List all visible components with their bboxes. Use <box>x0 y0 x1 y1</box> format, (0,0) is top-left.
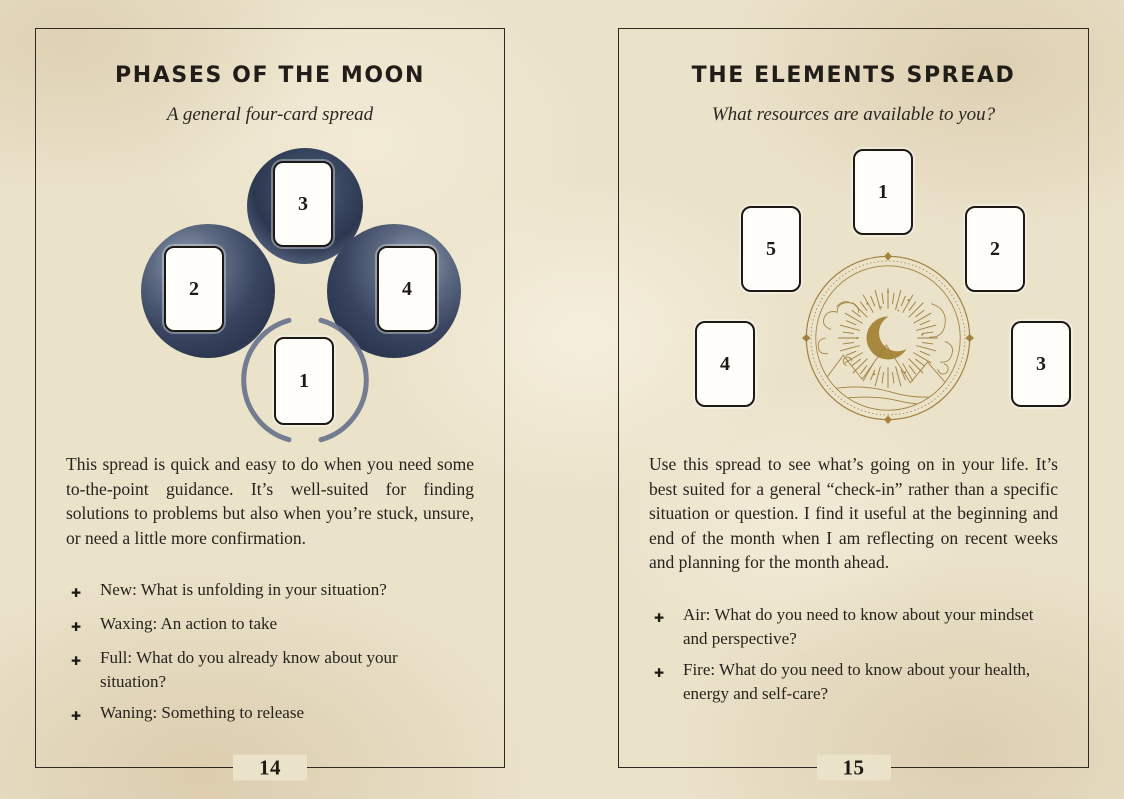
bullet-text: Fire: What do you need to know about your health, energy and self-care? <box>683 659 1031 703</box>
bullet-text: Air: What do you need to know about your mindset and perspective? <box>683 604 1034 648</box>
page-number: 15 <box>817 755 891 781</box>
right-page <box>618 28 1089 780</box>
card-position-1: 1 <box>853 149 913 235</box>
bullet-item <box>649 658 1058 706</box>
bullet-text: Full: What do you already know about your situation? <box>100 648 398 691</box>
card-position-4: 4 <box>377 246 437 332</box>
plus-bullet-icon: ✚ <box>71 620 82 634</box>
right-page-subtitle: What resources are available to you? <box>711 104 996 125</box>
left-page-subtitle: A general four-card spread <box>166 104 374 125</box>
right-bullet-list <box>649 603 1058 706</box>
bullet-item <box>66 701 474 728</box>
right-page-body: Use this spread to see what’s going on in your life. It’s best suited for a general “check-in” rather than a specific situation or question. I find it useful at the beginning and end of the month when I am reflecting on recent weeks and planning for the month ahead. <box>649 454 1058 572</box>
bullet-text: New: What is unfolding in your situation? <box>100 580 387 599</box>
card-position-5: 5 <box>741 206 801 292</box>
card-position-2: 2 <box>164 246 224 332</box>
plus-bullet-icon: ✚ <box>71 586 82 600</box>
wind-swirl-icon <box>929 304 952 374</box>
plus-bullet-icon: ✚ <box>71 709 82 723</box>
plus-bullet-icon: ✚ <box>654 665 665 680</box>
elements-emblem-icon <box>802 252 974 424</box>
plus-bullet-icon: ✚ <box>71 654 82 668</box>
left-page-body: This spread is quick and easy to do when you need some to-the-point guidance. It’s well-suited for finding solutions to problems but also when you’re stuck, unsure, or need a little more confirmation. <box>66 454 474 548</box>
elements-diagram <box>649 138 1058 444</box>
bullet-item <box>66 646 474 694</box>
card-position-3: 3 <box>1011 321 1071 407</box>
left-page-title: PHASES OF THE MOON <box>115 63 425 88</box>
right-page-title: THE ELEMENTS SPREAD <box>691 63 1016 88</box>
plus-bullet-icon: ✚ <box>654 610 665 625</box>
bullet-item <box>649 603 1058 651</box>
page-number: 14 <box>233 755 307 781</box>
bullet-item <box>66 578 474 605</box>
bullet-text: Waning: Something to release <box>100 703 304 722</box>
moon-phases-diagram <box>66 138 474 444</box>
bullet-item <box>66 612 474 639</box>
card-position-4: 4 <box>695 321 755 407</box>
card-position-1: 1 <box>274 337 334 425</box>
card-position-3: 3 <box>273 161 333 247</box>
bullet-text: Waxing: An action to take <box>100 614 278 633</box>
left-bullet-list <box>66 578 474 728</box>
card-position-2: 2 <box>965 206 1025 292</box>
left-page <box>35 28 505 780</box>
